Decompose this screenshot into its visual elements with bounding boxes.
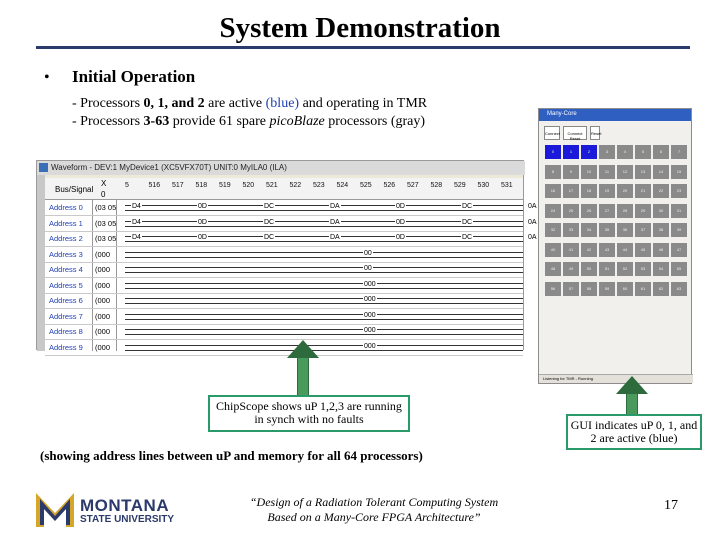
bus-segment-value: DC	[462, 234, 473, 241]
bus-segment-value: DC	[264, 203, 275, 210]
gui-window	[538, 108, 692, 384]
cycle-tick-label: 525	[360, 182, 372, 189]
processor-cell[interactable]: 47	[671, 243, 687, 257]
gui-title-bar: Many-Core	[539, 109, 691, 121]
bus-segment-value: 0A	[528, 234, 537, 241]
bus-trace	[125, 280, 523, 289]
waveform-row[interactable]	[45, 231, 537, 247]
bus-segment-value: DC	[264, 234, 275, 241]
processor-cell[interactable]: 33	[563, 223, 579, 237]
bus-trace	[125, 311, 523, 320]
bus-segment-value: 0D	[198, 218, 207, 226]
cycle-tick-label: 529	[454, 182, 466, 189]
processor-cell[interactable]: 20	[617, 184, 633, 198]
bus-segment-value: 000	[364, 327, 376, 334]
processor-cell[interactable]: 7	[671, 145, 687, 159]
waveform-title: Waveform - DEV:1 MyDevice1 (XC5VFX70T) UNIT:0 MyILA0 (ILA)	[51, 163, 287, 172]
processor-cell[interactable]: 29	[635, 204, 651, 218]
signal-name: Address 1	[49, 218, 83, 228]
signal-value: (000	[95, 249, 111, 259]
bus-trace	[125, 342, 523, 351]
cycle-tick-label: 518	[195, 182, 208, 189]
cursor-x-header: X	[101, 179, 107, 188]
processor-cell[interactable]: 24	[545, 204, 561, 218]
processor-cell[interactable]: 17	[563, 184, 579, 198]
processor-cell[interactable]: 54	[653, 262, 669, 276]
processor-cell[interactable]: 40	[545, 243, 561, 257]
bus-segment-value: 00	[364, 249, 372, 257]
signal-name: Address 0	[49, 203, 83, 212]
line2-suffix: processors (gray)	[324, 114, 426, 129]
processor-cell[interactable]: 60	[617, 282, 633, 296]
processor-cell[interactable]: 18	[581, 184, 597, 198]
chipscope-waveform-window	[36, 160, 537, 352]
waveform-title-bar	[37, 161, 525, 175]
bus-segment-value: 0D	[198, 203, 207, 210]
cycle-tick-label: 527	[407, 182, 419, 189]
bus-segment-value: 000	[364, 311, 376, 319]
processor-cell[interactable]: 3	[599, 145, 615, 159]
signal-name: Address 2	[49, 234, 83, 243]
bullet-marker: •	[44, 69, 50, 86]
signal-value: (000	[95, 311, 111, 321]
waveform-row[interactable]	[45, 309, 523, 325]
bus-signal-header: Bus/Signal	[55, 185, 94, 194]
processor-cell[interactable]: 0	[545, 145, 561, 159]
signal-name: Address 3	[49, 249, 83, 259]
processor-cell[interactable]: 23	[671, 184, 687, 198]
waveform-app-icon	[39, 163, 48, 172]
processor-cell[interactable]: 51	[599, 262, 615, 276]
signal-value: (000	[95, 342, 111, 352]
processor-cell[interactable]: 31	[671, 204, 687, 218]
processor-cell[interactable]: 12	[617, 165, 633, 179]
cycle-tick-label: 519	[219, 182, 231, 189]
gui-status-bar: Listening for TMR - Running	[539, 374, 693, 383]
signal-name: Address 4	[49, 265, 83, 274]
waveform-row[interactable]	[45, 247, 523, 263]
msu-logo-icon	[34, 489, 76, 529]
line1-suffix: and operating in TMR	[299, 96, 428, 111]
cycle-tick-label: 517	[172, 182, 184, 189]
processor-cell[interactable]: 25	[563, 204, 579, 218]
bus-trace	[125, 267, 523, 273]
processor-cell[interactable]: 32	[545, 223, 561, 237]
bus-segment-value: 0A	[528, 218, 537, 226]
bus-segment-value: 0D	[396, 218, 405, 226]
processor-cell[interactable]: 28	[617, 204, 633, 218]
signal-name: Address 6	[49, 296, 83, 305]
chipscope-callout: ChipScope shows uP 1,2,3 are running in synch with no faults	[208, 395, 410, 432]
title-underline	[36, 46, 690, 49]
signal-name: Address 5	[49, 280, 83, 290]
processor-cell[interactable]: 46	[653, 243, 669, 257]
cursor-o-header: 0	[101, 190, 106, 199]
bus-segment-value: DA	[330, 203, 340, 210]
processor-cell[interactable]: 22	[653, 184, 669, 198]
cycle-tick-label: 520	[242, 182, 255, 189]
signal-value: (000	[95, 280, 111, 290]
bullet-heading: Initial Operation	[72, 67, 196, 86]
bus-trace	[125, 329, 523, 335]
gui-reset-button[interactable]: Reset	[590, 126, 600, 140]
processor-cell[interactable]: 26	[581, 204, 597, 218]
signal-value: (03 05	[95, 203, 117, 212]
processor-cell[interactable]: 8	[545, 165, 561, 179]
line1-mid: are active	[204, 96, 266, 111]
signal-value: (000	[95, 296, 111, 305]
bus-segment-value: 0D	[396, 203, 405, 210]
chipscope-arrow-head	[287, 340, 319, 358]
cycle-tick-label: 516	[148, 182, 161, 189]
processor-cell[interactable]: 15	[671, 165, 687, 179]
processor-cell[interactable]: 58	[581, 282, 597, 296]
waveform-row[interactable]	[45, 293, 523, 309]
processor-cell[interactable]: 45	[635, 243, 651, 257]
bus-segment-value: 0A	[528, 203, 537, 210]
gui-connect-button[interactable]: Connect	[544, 126, 560, 140]
gui-arrow-shaft	[626, 392, 638, 416]
processor-cell[interactable]: 35	[599, 223, 615, 237]
processor-cell[interactable]: 9	[563, 165, 579, 179]
processor-cell[interactable]: 27	[599, 204, 615, 218]
page-number: 17	[664, 498, 678, 513]
line1-prefix: - Processors	[72, 96, 144, 111]
processor-cell[interactable]: 6	[653, 145, 669, 159]
processor-cell[interactable]: 10	[581, 165, 597, 179]
processor-cell[interactable]: 16	[545, 184, 561, 198]
spare-processors-line	[72, 114, 425, 130]
processor-cell[interactable]: 61	[635, 282, 651, 296]
gui-connect-reset-button[interactable]: Connect Reset	[563, 126, 587, 140]
processor-cell[interactable]: 55	[671, 262, 687, 276]
waveform-row[interactable]	[45, 340, 523, 356]
waveform-row[interactable]	[45, 216, 537, 232]
processor-cell[interactable]: 37	[635, 223, 651, 237]
bus-segment-value: DC	[264, 218, 275, 226]
waveform-row[interactable]	[45, 262, 523, 278]
processor-cell[interactable]: 4	[617, 145, 633, 159]
line2-product: picoBlaze	[269, 114, 325, 129]
processor-cell[interactable]: 43	[599, 243, 615, 257]
waveform-row[interactable]	[45, 200, 537, 216]
footer-quote: “Design of a Radiation Tolerant Computing System Based on a Many-Core FPGA Architecture”	[249, 495, 499, 524]
processor-cell[interactable]: 19	[599, 184, 615, 198]
bus-segment-value: D4	[132, 234, 141, 241]
processor-cell[interactable]: 14	[653, 165, 669, 179]
waveform-row[interactable]	[45, 278, 523, 294]
chipscope-arrow-shaft	[297, 356, 309, 396]
processor-cell[interactable]: 59	[599, 282, 615, 296]
processor-cell[interactable]: 5	[635, 145, 651, 159]
line1-procs: 0, 1, and 2	[143, 96, 205, 111]
cycle-tick-label: 528	[430, 182, 443, 189]
processor-cell[interactable]: 63	[671, 282, 687, 296]
processor-cell[interactable]: 53	[635, 262, 651, 276]
processor-cell[interactable]: 1	[563, 145, 579, 159]
line2-mid: provide 61 spare	[169, 114, 270, 129]
signal-value: (03 05	[95, 218, 117, 228]
processor-cell[interactable]: 39	[671, 223, 687, 237]
processor-cell[interactable]: 11	[599, 165, 615, 179]
bus-segment-value: D4	[132, 218, 141, 226]
line2-prefix: - Processors	[72, 114, 144, 129]
bus-trace	[125, 298, 523, 304]
gui-callout: GUI indicates uP 0, 1, and 2 are active (blue)	[566, 414, 702, 450]
waveform-row[interactable]	[45, 324, 523, 340]
bus-segment-value: 000	[364, 296, 376, 303]
cycle-tick-label: 523	[313, 182, 325, 189]
signal-name: Address 8	[49, 327, 83, 336]
processor-cell[interactable]: 38	[653, 223, 669, 237]
processor-cell[interactable]: 48	[545, 262, 561, 276]
processor-cell[interactable]: 41	[563, 243, 579, 257]
processor-cell[interactable]: 57	[563, 282, 579, 296]
signal-value: (03 05	[95, 234, 117, 243]
signal-value: (000	[95, 327, 111, 336]
line1-color-word: (blue)	[265, 96, 300, 111]
processor-cell[interactable]: 34	[581, 223, 597, 237]
gui-arrow-head	[616, 376, 648, 394]
bus-segment-value: DA	[330, 218, 340, 226]
cycle-tick-label: 522	[289, 182, 302, 189]
active-processors-line	[72, 96, 427, 112]
processor-cell[interactable]: 13	[635, 165, 651, 179]
bus-segment-value: DC	[462, 203, 473, 210]
waveform-left-strip	[37, 175, 45, 351]
waveform-header	[45, 178, 523, 200]
bus-segment-value: DC	[462, 218, 473, 226]
processor-cell[interactable]: 62	[653, 282, 669, 296]
bus-segment-value: 0D	[198, 234, 207, 241]
processor-cell[interactable]: 49	[563, 262, 579, 276]
cycle-tick-label: 531	[501, 182, 513, 189]
signal-name: Address 7	[49, 311, 83, 321]
slide-title: System Demonstration	[219, 12, 501, 44]
bus-trace	[125, 249, 523, 258]
signal-value: (000	[95, 265, 111, 274]
address-lines-caption: (showing address lines between uP and memory for all 64 processors)	[40, 448, 423, 463]
signal-name: Address 9	[49, 342, 83, 352]
processor-cell[interactable]: 56	[545, 282, 561, 296]
logo-wordmark-main: MONTANA	[80, 496, 170, 515]
processor-cell[interactable]: 2	[581, 145, 597, 159]
processor-cell[interactable]: 36	[617, 223, 633, 237]
bus-segment-value: 000	[364, 342, 376, 350]
processor-cell[interactable]: 30	[653, 204, 669, 218]
cycle-tick-label: 5	[125, 182, 129, 189]
bus-segment-value: DA	[330, 234, 340, 241]
processor-cell[interactable]: 42	[581, 243, 597, 257]
processor-cell[interactable]: 52	[617, 262, 633, 276]
cycle-tick-label: 530	[477, 182, 490, 189]
line2-procs: 3-63	[143, 114, 170, 129]
bus-segment-value: 0D	[396, 234, 405, 241]
processor-cell[interactable]: 21	[635, 184, 651, 198]
cycle-tick-label: 526	[383, 182, 396, 189]
cycle-tick-label: 521	[266, 182, 278, 189]
bus-segment-value: 00	[364, 265, 372, 272]
cycle-tick-label: 524	[336, 182, 349, 189]
processor-cell[interactable]: 50	[581, 262, 597, 276]
logo-wordmark-sub: STATE UNIVERSITY	[80, 514, 175, 525]
bus-segment-value: 000	[364, 280, 376, 288]
bus-segment-value: D4	[132, 203, 141, 210]
processor-cell[interactable]: 44	[617, 243, 633, 257]
